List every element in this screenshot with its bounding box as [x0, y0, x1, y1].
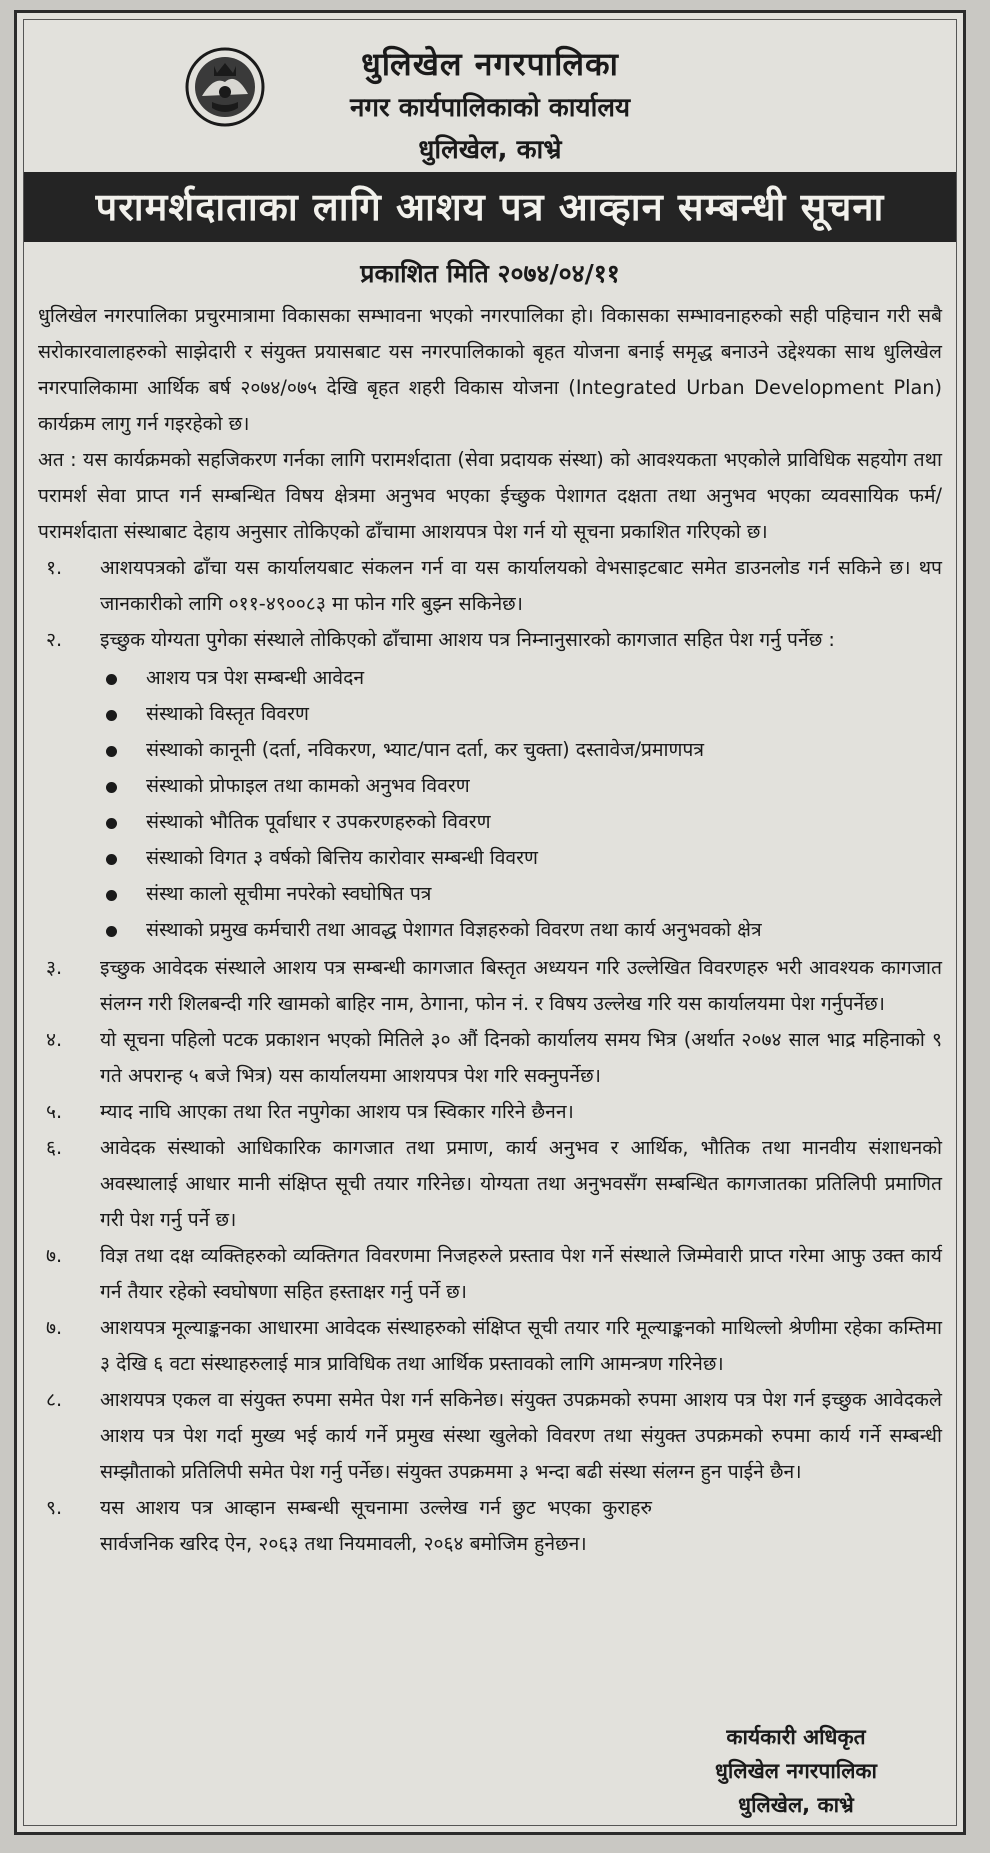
list-item: [38, 1382, 942, 1490]
list-item: [38, 1238, 942, 1310]
signature-block: [666, 1720, 926, 1822]
bullet-icon: [106, 746, 117, 757]
item-number: ७.: [46, 1244, 63, 1267]
publish-date: प्रकाशित मिति २०७४/०४/११: [360, 259, 620, 288]
office-location: धुलिखेल, काभ्रे: [418, 135, 562, 165]
list-item: [38, 1490, 942, 1562]
signatory-org: धुलिखेल नगरपालिका: [715, 1759, 877, 1783]
signatory-location: धुलिखेल, काभ्रे: [738, 1793, 854, 1817]
checklist-text: आशय पत्र पेश सम्बन्धी आवेदन: [146, 666, 365, 689]
list-item: [38, 550, 942, 622]
intro-paragraph: धुलिखेल नगरपालिका प्रचुरमात्रामा विकासका सम्भावना भएको नगरपालिका हो। विकासका सम्भावनाहरुको सही पहिचान गरी सबै सरोकारवालाहरुको साझेदारी र संयुक्त प्रयासबाट यस नगरपालिकाको बृहत योजना बनाई समृद्ध बनाउने उद्देश्यका साथ धुलिखेल नगरपालिकामा आर्थिक बर्ष २०७४/०७५ देखि बृहत शहरी विकास योजना (Integrated Urban Development Plan) कार्यक्रम लागु गर्न गइरहेको छ।: [38, 304, 942, 435]
bullet-icon: [106, 818, 117, 829]
item-number: १.: [46, 556, 63, 579]
checklist-item: [38, 768, 942, 804]
item-text: इच्छुक योग्यता पुगेका संस्थाले तोकिएको ढाँचामा आशय पत्र निम्नानुसारको कागजात सहित पेश गर्नु पर्नेछ :: [100, 628, 835, 651]
document-checklist: [38, 660, 942, 948]
item-text: यो सूचना पहिलो पटक प्रकाशन भएको मितिले ३० औं दिनको कार्यालय समय भित्र (अर्थात २०७४ साल भाद्र महिनाको ९ गते अपरान्ह ५ बजे भित्र) यस कार्यालयमा आशयपत्र पेश गरि सक्नुपर्नेछ।: [100, 1028, 942, 1087]
checklist-item: [38, 660, 942, 696]
item-text: विज्ञ तथा दक्ष व्यक्तिहरुको व्यक्तिगत विवरणमा निजहरुले प्रस्ताव पेश गर्ने संस्थाले जिम्मेवारी प्राप्त गरेमा आफु उक्त कार्य गर्न तैयार रहेको स्वघोषणा सहित हस्ताक्षर गर्नु पर्ने छ।: [100, 1244, 942, 1303]
item-text: आशयपत्र मूल्याङ्कनका आधारमा आवेदक संस्थाहरुको संक्षिप्त सूची तयार गरि मूल्याङ्कनको माथिल्लो श्रेणीमा रहेका कम्तिमा ३ देखि ६ वटा संस्थाहरुलाई मात्र प्राविधिक तथा आर्थिक प्रस्तावको लागि आमन्त्रण गरिनेछ।: [100, 1316, 942, 1375]
item-number: ४.: [46, 1028, 63, 1051]
notice-inner-border: [23, 19, 957, 1826]
checklist-text: संस्थाको विगत ३ वर्षको बित्तिय कारोवार सम्बन्धी विवरण: [146, 846, 538, 869]
notice-body: [38, 252, 942, 1562]
notice-header: [24, 20, 956, 168]
checklist-item: [38, 732, 942, 768]
checklist-text: संस्था कालो सूचीमा नपरेको स्वघोषित पत्र: [146, 882, 432, 905]
list-item: [38, 950, 942, 1022]
bullet-icon: [106, 782, 117, 793]
item-number: ३.: [46, 956, 63, 979]
bullet-icon: [106, 674, 117, 685]
notice-frame: [14, 10, 966, 1835]
list-item: [38, 1094, 942, 1130]
bullet-icon: [106, 710, 117, 721]
notice-title-banner: परामर्शदाताका लागि आशय पत्र आव्हान सम्बन्धी सूचना: [24, 172, 956, 242]
item-text: इच्छुक आवेदक संस्थाले आशय पत्र सम्बन्धी कागजात बिस्तृत अध्ययन गरि उल्लेखित विवरणहरु भरी आवश्यक कागजात संलग्न गरी शिलबन्दी गरि खामको बाहिर नाम, ठेगाना, फोन नं. र विषय उल्लेख गरि यस कार्यालयमा पेश गर्नुपर्नेछ।: [100, 956, 942, 1015]
purpose-paragraph: अत : यस कार्यक्रमको सहजिकरण गर्नका लागि परामर्शदाता (सेवा प्रदायक संस्था) को आवश्यकता भएकोले प्राविधिक सहयोग तथा परामर्श सेवा प्राप्त गर्न सम्बन्धित विषय क्षेत्रमा अनुभव भएका ईच्छुक पेशागत दक्षता तथा अनुभव भएका व्यवसायिक फर्म/परामर्शदाता संस्थाबाट देहाय अनुसार तोकिएको ढाँचामा आशयपत्र पेश गर्न यो सूचना प्रकाशित गरिएको छ।: [38, 448, 942, 543]
item-text: आवेदक संस्थाको आधिकारिक कागजात तथा प्रमाण, कार्य अनुभव र आर्थिक, भौतिक तथा मानवीय संशाधनको अवस्थालाई आधार मानी संक्षिप्त सूची तयार गरिनेछ। योग्यता तथा अनुभवसँग सम्बन्धित कागजातका प्रतिलिपी प्रमाणित गरी पेश गर्नु पर्ने छ।: [100, 1136, 942, 1231]
item-text: आशयपत्रको ढाँचा यस कार्यालयबाट संकलन गर्न वा यस कार्यालयको वेभसाइटबाट समेत डाउनलोड गर्न सकिने छ। थप जानकारीको लागि ०११-४९००८३ मा फोन गरि बुझ्न सकिनेछ।: [100, 556, 942, 615]
checklist-item: [38, 912, 942, 948]
item-text: यस आशय पत्र आव्हान सम्बन्धी सूचनामा उल्लेख गर्न छुट भएका कुराहरु सार्वजनिक खरिद ऐन, २०६३ तथा नियमावली, २०६४ बमोजिम हुनेछन।: [100, 1496, 652, 1555]
checklist-item: [38, 804, 942, 840]
org-name: धुलिखेल नगरपालिका: [361, 45, 619, 83]
office-name: नगर कार्यपालिकाको कार्यालय: [349, 93, 631, 123]
checklist-item: [38, 696, 942, 732]
checklist-text: संस्थाको कानूनी (दर्ता, नविकरण, भ्याट/पान दर्ता, कर चुक्ता) दस्तावेज/प्रमाणपत्र: [146, 738, 705, 761]
item-number: ६.: [46, 1136, 63, 1159]
list-item: [38, 622, 942, 658]
checklist-item: [38, 840, 942, 876]
item-number: ५.: [46, 1100, 63, 1123]
item-text: आशयपत्र एकल वा संयुक्त रुपमा समेत पेश गर्न सकिनेछ। संयुक्त उपक्रमको रुपमा आशय पत्र पेश गर्न इच्छुक आवेदकले आशय पत्र पेश गर्दा मुख्य भई कार्य गर्ने प्रमुख संस्था खुलेको विवरण तथा संयुक्त उपक्रमको रुपमा कार्य गर्ने सम्बन्धी सम्झौताको प्रतिलिपी समेत पेश गर्नु पर्नेछ। संयुक्त उपक्रममा ३ भन्दा बढी संस्था संलग्न हुन पाईने छैन।: [100, 1388, 942, 1483]
list-item: [38, 1310, 942, 1382]
checklist-text: संस्थाको प्रोफाइल तथा कामको अनुभव विवरण: [146, 774, 470, 797]
bullet-icon: [106, 890, 117, 901]
bullet-icon: [106, 926, 117, 937]
checklist-text: संस्थाको भौतिक पूर्वाधार र उपकरणहरुको विवरण: [146, 810, 491, 833]
item-number: ८.: [46, 1388, 63, 1411]
checklist-text: संस्थाको प्रमुख कर्मचारी तथा आवद्ध पेशागत विज्ञहरुको विवरण तथा कार्य अनुभवको क्षेत्र: [146, 918, 762, 941]
bullet-icon: [106, 854, 117, 865]
list-item: [38, 1130, 942, 1238]
list-item: [38, 1022, 942, 1094]
item-text: म्याद नाघि आएका तथा रित नपुगेका आशय पत्र स्विकार गरिने छैनन।: [100, 1100, 574, 1123]
item-number: ७.: [46, 1316, 63, 1339]
signatory-title: कार्यकारी अधिकृत: [726, 1725, 866, 1749]
item-number: २.: [46, 628, 63, 651]
checklist-text: संस्थाको विस्तृत विवरण: [146, 702, 309, 725]
checklist-item: [38, 876, 942, 912]
item-number: ९.: [46, 1496, 63, 1519]
